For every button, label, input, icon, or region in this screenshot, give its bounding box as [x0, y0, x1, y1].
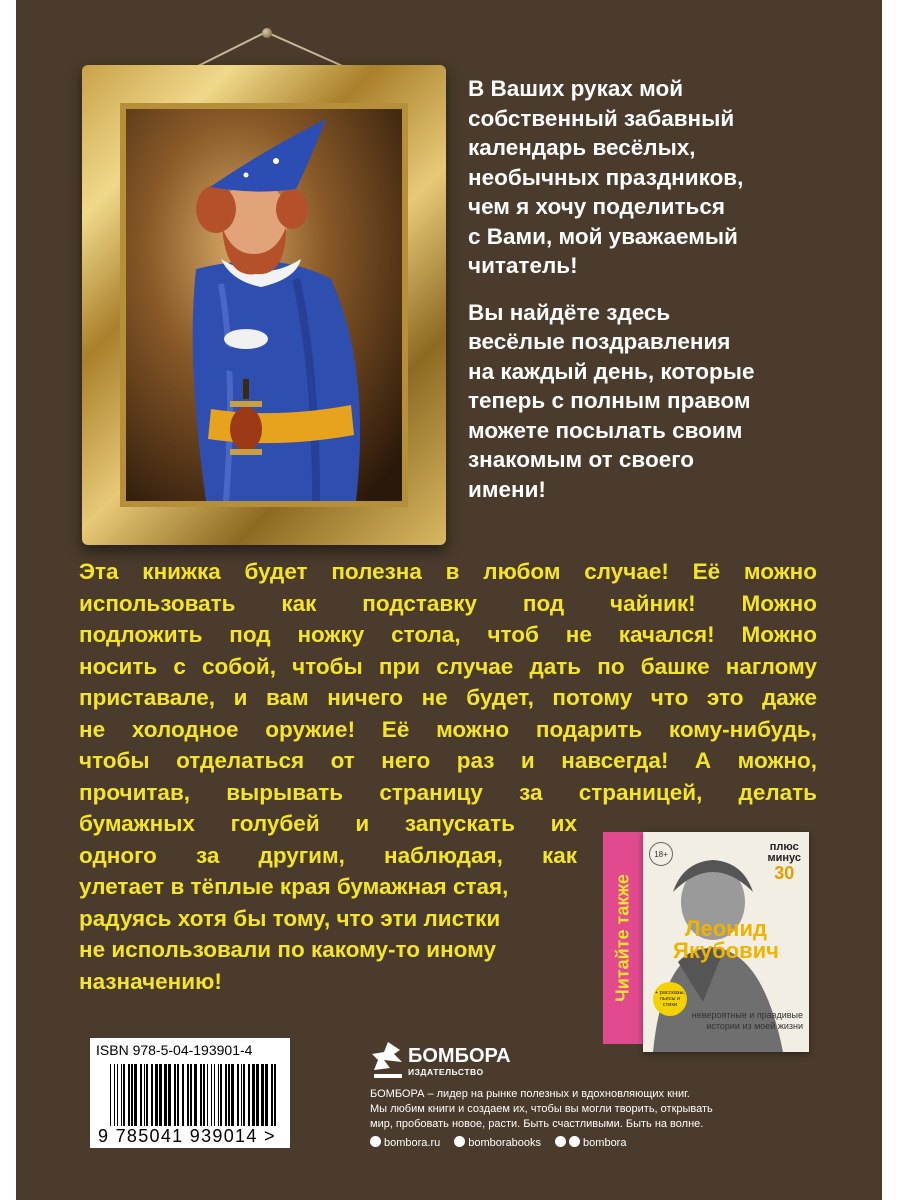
barcode-bar	[231, 1064, 234, 1126]
vk-link[interactable]	[454, 1136, 541, 1149]
barcode-bar	[256, 1064, 259, 1126]
author-first-name: Леонид	[685, 916, 767, 941]
barcode-bar	[252, 1064, 255, 1126]
vk-label: bomborabooks	[468, 1137, 542, 1149]
barcode-bar	[248, 1064, 250, 1126]
series-plus: плюс	[769, 841, 799, 853]
back-cover	[16, 0, 882, 1200]
barcode-bar	[237, 1064, 239, 1126]
portrait-photo	[120, 103, 408, 507]
nail-icon	[262, 28, 272, 38]
barcode-bar	[144, 1064, 145, 1126]
barcode-bar	[203, 1064, 205, 1126]
publisher-subtitle: ИЗДАТЕЛЬСТВО	[408, 1067, 484, 1077]
intro-line: читатель!	[468, 253, 578, 278]
blurb-line: носить с собой, чтобы при случае дать по башке наглому	[79, 653, 817, 679]
intro-paragraph-1	[468, 74, 882, 281]
barcode-bar	[271, 1064, 273, 1126]
series-number: 30	[774, 863, 795, 883]
barcode-bar	[207, 1064, 208, 1126]
bombora-logo-icon	[370, 1040, 406, 1080]
barcode-bar	[225, 1064, 227, 1126]
website-link[interactable]	[370, 1136, 440, 1149]
barcode-bar	[194, 1064, 197, 1126]
barcode-bar	[200, 1064, 202, 1126]
book-subtitle: невероятные и правдивые истории из моей жизни	[691, 1010, 803, 1031]
intro-line: необычных праздников,	[468, 164, 744, 190]
barcode-bar	[190, 1064, 192, 1126]
publisher-blurb-line: Мы любим книги и создаем их, чтобы вы могли творить, открывать	[370, 1103, 713, 1115]
barcode-bar	[140, 1064, 142, 1126]
barcode-bar	[211, 1064, 212, 1126]
blurb-line: прочитав, вырывать страницу за страницей, делать	[79, 779, 817, 805]
blurb-line: Эта книжка будет полезна в любом случае! Её можно	[79, 559, 817, 584]
blurb-line: не использовали по какому-то иному	[79, 937, 496, 962]
blurb-line: радуясь хотя бы тому, что эти листки	[79, 905, 501, 931]
barcode-panel	[90, 1038, 290, 1148]
blurb-line: назначению!	[79, 968, 222, 994]
age-rating-badge: 18+	[649, 842, 673, 866]
left-margin	[0, 0, 16, 1200]
blurb-line: одного за другим, наблюдая, как	[79, 842, 577, 868]
intro-line: знакомым от своего	[468, 447, 695, 472]
publisher-blurb-line: мир, пробовать новое, расти. Быть счастливыми. Быть на волне.	[370, 1118, 704, 1130]
intro-line: можете посылать своим	[468, 417, 743, 443]
intro-line: весёлые поздравления	[468, 329, 731, 354]
website-label: bombora.ru	[384, 1137, 441, 1149]
right-margin	[882, 0, 900, 1200]
plus-icon	[555, 1136, 566, 1147]
intro-line: В Ваших руках мой	[468, 76, 684, 101]
barcode-bar	[187, 1064, 189, 1126]
barcode-bar	[241, 1064, 242, 1126]
intro-line: на каждый день, которые	[468, 358, 755, 384]
barcode-bar	[114, 1064, 115, 1126]
blurb-line: улетает в тёплые края бумажная стая,	[79, 874, 509, 899]
publisher-blurb	[370, 1087, 770, 1132]
barcode-bar	[220, 1064, 222, 1126]
publisher-socials	[370, 1136, 626, 1149]
barcode-bar	[174, 1064, 176, 1126]
intro-line: собственный забавный	[468, 105, 735, 131]
barcode-bar	[128, 1064, 130, 1126]
telegram-label: bombora	[583, 1137, 627, 1149]
barcode-bar	[228, 1064, 230, 1126]
intro-line: с Вами, мой уважаемый	[468, 223, 738, 249]
barcode-bar	[159, 1064, 162, 1126]
author-last-name: Якубович	[673, 938, 779, 963]
barcode-bar	[243, 1064, 245, 1126]
series-minus: минус	[767, 852, 801, 864]
intro-text	[468, 74, 882, 521]
barcode-bar	[121, 1064, 122, 1126]
web-icon	[370, 1136, 381, 1147]
barcode-bar	[265, 1064, 268, 1126]
barcode-bar	[164, 1064, 167, 1126]
vk-icon	[454, 1136, 465, 1147]
book-series-mark	[767, 842, 801, 882]
publisher-name: БОМБОРА	[408, 1045, 511, 1067]
book-sticker: + рассказы, пьесы и стихи	[653, 982, 687, 1016]
barcode-bar	[131, 1064, 133, 1126]
barcode-bar	[123, 1064, 125, 1126]
barcode-bar	[214, 1064, 215, 1126]
barcode-bar	[261, 1064, 264, 1126]
intro-line: имени!	[468, 476, 546, 502]
barcode-bar	[168, 1064, 171, 1126]
barcode-bar	[117, 1064, 118, 1126]
barcode-bar	[151, 1064, 153, 1126]
read-also-band	[603, 832, 643, 1044]
barcode-bar	[177, 1064, 179, 1126]
intro-line: Вы найдёте здесь	[468, 299, 671, 325]
publisher-blurb-line: БОМБОРА – лидер на рынке полезных и вдохновляющих книг.	[370, 1088, 690, 1100]
blurb-line: подложить под ножку стола, чтоб не качался! Можно	[79, 622, 817, 647]
barcode-bar	[146, 1064, 148, 1126]
book-author	[651, 918, 801, 962]
intro-line: чем я хочу поделиться	[468, 194, 725, 219]
blurb-line: бумажных голубей и запускать их	[79, 811, 577, 836]
related-book-cover[interactable]	[643, 832, 809, 1052]
barcode-bars	[110, 1064, 280, 1126]
barcode-bar	[155, 1064, 158, 1126]
barcode-bar	[110, 1064, 111, 1126]
read-also-label: Читайте также	[612, 874, 633, 1002]
portrait-frame	[82, 65, 446, 545]
blurb-line: приставале, и вам ничего не будет, потому что это даже	[79, 685, 817, 710]
telegram-link[interactable]	[555, 1136, 626, 1149]
intro-line: календарь весёлых,	[468, 135, 696, 160]
barcode-bar	[182, 1064, 184, 1126]
barcode-digits: 9 785041 939014 >	[98, 1126, 276, 1146]
blurb-line: использовать как подставку под чайник! Можно	[79, 590, 817, 616]
intro-paragraph-2	[468, 298, 882, 505]
isbn-number: ISBN 978-5-04-193901-4	[96, 1042, 253, 1058]
blurb-line: не холодное оружие! Её можно подарить кому-нибудь,	[79, 716, 817, 742]
intro-line: теперь с полным правом	[468, 388, 751, 413]
barcode-bar	[134, 1064, 137, 1126]
telegram-icon	[569, 1136, 580, 1147]
barcode-bar	[218, 1064, 219, 1126]
barcode-bar	[274, 1064, 276, 1126]
gnome-portrait-image	[126, 109, 402, 501]
blurb-line: чтобы отделаться от него раз и навсегда! А можно,	[79, 748, 817, 773]
